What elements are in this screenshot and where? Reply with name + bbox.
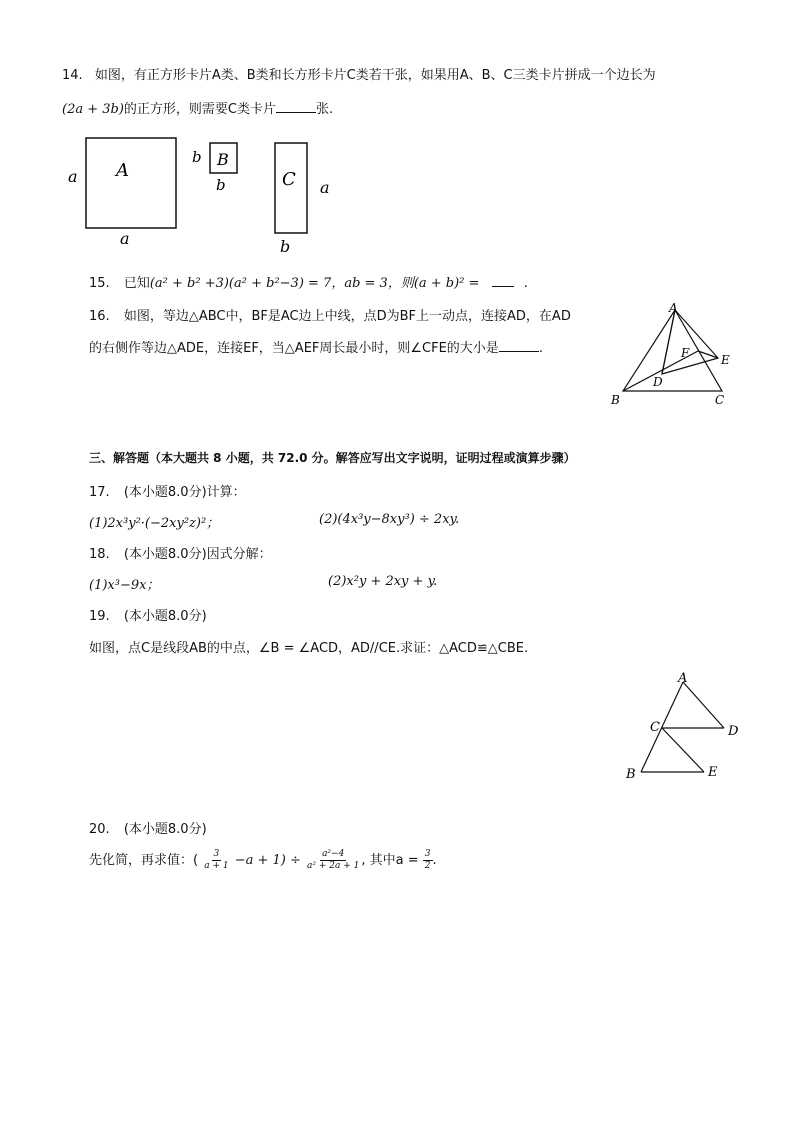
card-B-side-left: b — [192, 148, 202, 166]
q16-text-2: 的右侧作等边△ADE，连接EF，当△AEF周长最小时，则∠CFE的大小是 — [89, 341, 499, 356]
q14-side-expr: (2a + 3b) — [62, 102, 124, 117]
q14-text-end: 张. — [316, 102, 334, 117]
q15-expression: (a² + b² +3)(a² + b²−3) = 7，ab = 3，则(a + b)² = — [149, 276, 480, 291]
q20-fraction-2-den: a² + 2a + 1 — [307, 861, 360, 871]
q20-expression — [89, 843, 437, 879]
q16-label-E: E — [721, 353, 730, 367]
q16-label-D: D — [653, 375, 663, 389]
q19-label-D: D — [728, 724, 739, 739]
q20-head-text: (本小题8.0分) — [123, 822, 207, 837]
card-A-side-left: a — [68, 167, 78, 186]
q20-fraction-1-den: a + 1 — [204, 861, 229, 871]
q20-tail: , 其中a = — [361, 853, 419, 868]
q19-number: 19. — [89, 609, 110, 624]
q18-part-2: (2)x²y + 2xy + y. — [328, 574, 438, 589]
q16-line2 — [89, 337, 543, 356]
q18-number: 18. — [89, 547, 110, 562]
q20-number: 20. — [89, 822, 110, 837]
q16-figure — [605, 300, 745, 412]
card-C-label: C — [282, 169, 296, 190]
q14-text-2: 的正方形，则需要C类卡片 — [123, 102, 276, 117]
q14-text-1: 如图，有正方形卡片A类、B类和长方形卡片C类若干张，如果用A、B、C三类卡片拼成一个边长为 — [94, 68, 656, 83]
q18-head-text: (本小题8.0分)因式分解： — [123, 547, 272, 562]
card-B-label: B — [217, 150, 229, 169]
q15-line — [89, 272, 528, 291]
q18-head — [89, 543, 272, 562]
q19-figure — [620, 668, 750, 786]
q19-head-text: (本小题8.0分) — [123, 609, 207, 624]
q19-label-C: C — [650, 720, 660, 735]
q17-head — [89, 481, 246, 500]
segment-ad — [683, 682, 724, 728]
card-C-side-bottom: b — [280, 237, 291, 256]
q16-end: . — [538, 341, 543, 356]
q17-head-text: (本小题8.0分)计算： — [123, 485, 246, 500]
q14-line1 — [62, 64, 656, 83]
q19-label-E: E — [708, 765, 718, 780]
card-A — [86, 138, 176, 228]
q14-number: 14. — [62, 68, 83, 83]
q14-figure — [60, 128, 360, 258]
card-A-side-bottom: a — [120, 229, 130, 248]
q17-part-1: (1)2x³y²·(−2xy²z)²； — [89, 516, 220, 531]
q20-fraction-3-num: 3 — [424, 849, 431, 859]
q20-mid: −a + 1) ÷ — [234, 853, 301, 868]
q16-label-B: B — [611, 393, 620, 407]
q19-label-B: B — [626, 767, 636, 782]
q14-answer-blank — [276, 100, 316, 113]
q16-label-C: C — [715, 393, 725, 407]
q19-text: 如图，点C是线段AB的中点，∠B = ∠ACD，AD//CE.求证：△ACD≌△CBE. — [89, 641, 529, 656]
q14-line2 — [62, 98, 333, 117]
q20-fraction-3-den: 2 — [424, 861, 431, 871]
q16-number: 16. — [89, 309, 110, 324]
card-A-label: A — [116, 160, 129, 181]
segment-ab — [641, 682, 683, 772]
q20-fraction-3 — [423, 849, 433, 872]
q20-end: . — [432, 853, 437, 868]
q15-end: . — [523, 276, 528, 291]
q20-fraction-2 — [305, 849, 361, 872]
q16-line1 — [89, 305, 571, 324]
q16-label-F: F — [681, 346, 690, 360]
q17-part-2: (2)(4x³y−8xy³) ÷ 2xy. — [319, 512, 460, 527]
q19-label-A: A — [678, 671, 688, 686]
q20-prefix: 先化简，再求值：( — [89, 853, 199, 868]
q20-fraction-1 — [202, 849, 230, 872]
q17-number: 17. — [89, 485, 110, 500]
q16-label-A: A — [669, 301, 678, 315]
section-3-title: 三、解答题（本大题共 8 小题，共 72.0 分。解答应写出文字说明，证明过程或演算步骤） — [89, 451, 576, 465]
q19-head — [89, 605, 207, 624]
q20-fraction-1-num: 3 — [213, 849, 220, 859]
q20-fraction-2-num: a²−4 — [322, 849, 345, 859]
segment-ce — [662, 728, 704, 772]
triangle-ade — [662, 310, 718, 374]
q15-prefix: 已知 — [123, 276, 150, 291]
q15-answer-blank — [492, 274, 514, 287]
card-C-side-right: a — [320, 178, 330, 197]
card-B-side-bottom: b — [216, 176, 226, 194]
q15-number: 15. — [89, 276, 110, 291]
q16-text-1: 如图，等边△ABC中，BF是AC边上中线，点D为BF上一动点，连接AD，在AD — [123, 309, 571, 324]
q18-part-1: (1)x³−9x； — [89, 578, 160, 593]
q16-answer-blank — [499, 339, 539, 352]
q20-head — [89, 818, 207, 837]
